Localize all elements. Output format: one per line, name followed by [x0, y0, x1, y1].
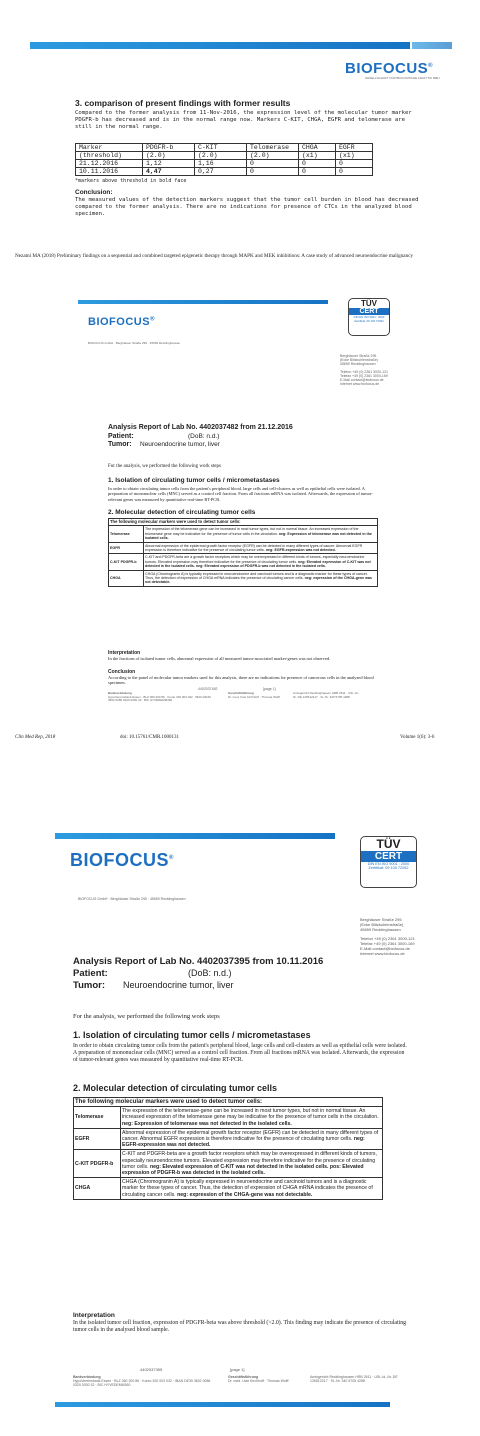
report-title: Analysis Report of Lab No. 4402037395 from 10.11.2016 — [73, 956, 324, 967]
footer-bank — [108, 692, 218, 703]
tumor-row — [73, 980, 234, 991]
citation: Nezami MA (2018) Preliminary findings on a sequential and combined targeted epigenetic therapy through MAPK and MEK inhibitions: A case study of advanced neuroendocrine malignancy — [15, 253, 414, 259]
report-a — [78, 294, 398, 704]
cert-line: Zertifikat: 09 100 72062 — [354, 319, 384, 323]
marker-result: neg: Elevated expression of C-KIT was not detected in the isolated cells. pos: Elevated expression of PDGFR-b was detected in the isolated cells. — [122, 1163, 364, 1177]
marker-desc — [144, 542, 378, 554]
table-row — [74, 1178, 383, 1200]
table-cell: 21.12.2016 — [76, 160, 143, 168]
page-number: [page 1] — [263, 687, 276, 691]
comparison-heading: 3. comparison of present findings with former results — [75, 98, 291, 108]
marker-text: The expression of the telomerase-gene can be increased in most tumor types, but not in normal tissue. An increased expression of the telomerase gene may be indicative for the presence of tumor cells in the circulation. — [122, 1108, 379, 1121]
table-row — [74, 1150, 383, 1178]
marker-name: EGFR — [74, 1128, 121, 1150]
table-cell: 0 — [299, 160, 336, 168]
sender-line: BIOFOCUS GmbH · Berghäuser Straße 295 · 45659 Recklinghausen — [88, 341, 181, 345]
tuv-cert-badge — [348, 298, 390, 336]
marker-text: CHGA (Chromogranin A) is typically expressed in neuroendocrine and carcinoid tumors and is a diagnostic marker for these types of cancer. Thus, the detection of expression of CHGA mRNA indicates the presence of circulating cancer cells. — [122, 1179, 373, 1198]
marker-text: CHGA (Chromogranin A) is typically expressed in neuroendocrine and carcinoid tumors and is a diagnostic marker for these types of cancer. Thus, the detection of expression of CHGA mRNA indicates the presence of circulating cancer cells. — [145, 571, 368, 581]
patient-row — [108, 433, 220, 440]
report-title: Analysis Report of Lab No. 4402037482 from 21.12.2016 — [108, 424, 293, 431]
table-caption: The following molecular markers were used to detect tumor cells: — [74, 1098, 383, 1107]
section-1-heading: 1. Isolation of circulating tumor cells / micrometastases — [73, 1030, 311, 1040]
table-cell: 0 — [299, 168, 336, 176]
table-cell: 0,27 — [195, 168, 247, 176]
contact-line: Telefax +49 (0) 2361 3000-169 — [340, 373, 388, 378]
marker-desc — [144, 554, 378, 570]
address-block — [360, 917, 415, 956]
marker-result: neg: expression of the CHGA-gene was not detectable. — [177, 1191, 313, 1198]
marker-text: C-KIT and PDGFR-beta are a growth factor receptors which may be overexpressed in different kinds of tumors, especially neuroendocrine tumors. Elevated expression may therefore indicative for the presence of circulating tumor cells. — [145, 555, 365, 564]
table-caption: The following molecular markers were used to detect tumor cells: — [109, 519, 378, 526]
footer-management — [228, 692, 283, 699]
marker-name: CHGA — [74, 1178, 121, 1200]
cert-label: CERT — [361, 851, 416, 862]
marker-table — [73, 1097, 383, 1200]
table-header-cell: (x1) — [299, 152, 336, 160]
table-header-row — [76, 152, 373, 160]
journal-volume: Volume 1(6): 3-6 — [400, 735, 435, 740]
cert-line: Zertifikat: 09 100 72062 — [368, 866, 409, 870]
table-header-cell: C-KIT — [195, 144, 247, 152]
marker-result: neg: Elevated expression of C-KIT was not detected in the isolated cells. neg: Elevated expression of PDGFR-b was not detected in the isolated cells. — [145, 559, 371, 569]
tuv-label: TÜV — [361, 299, 377, 308]
table-cell: 1,12 — [143, 160, 195, 168]
table-cell: 0 — [247, 160, 299, 168]
marker-table — [108, 518, 378, 587]
lab-number: 4402037482 — [198, 687, 218, 691]
table-cell: 10.11.2016 — [76, 168, 143, 176]
patient-value: (DoB: n.d.) — [188, 968, 232, 978]
footer-management-text: Dr. med. Uwe Kirchhoff · Thomas Wolff — [228, 694, 280, 699]
marker-name: EGFR — [109, 542, 144, 554]
tumor-label: Tumor: — [108, 441, 132, 448]
footer-bank-text: HypoVereinsbank Essen · BLZ 360 200 86 · Konto 320 003 032 · IBAN DE39 3602 0086 0320 0030 32 · BIC HYVEDEMM360 — [73, 1379, 211, 1388]
section-2-heading: 2. Molecular detection of circulating tumor cells — [73, 1083, 278, 1093]
footer-bank-text: HypoVereinsbank Essen · BLZ 360 200 86 · Konto 320 003 032 · IBAN DE39 3602 0086 0320 0030 32 · BIC HYVEDEMM360 — [108, 694, 211, 703]
tuv-cert-badge — [360, 836, 417, 888]
table-header-cell: CHGA — [299, 144, 336, 152]
interpretation-text: In the isolated tumor cell fraction, expression of PDGFR-beta was above threshold (>2.0). This finding may indicate the presence of circulating tumor cells in the analysed blood sample. — [73, 1320, 407, 1333]
comparison-table — [75, 143, 373, 176]
patient-row — [73, 968, 232, 979]
footer-registry: Amtsgericht Recklinghausen HRB 2611 · USt.-Id.-Nr. DE 126512317 · St.-Nr. 340 5705 4288 — [293, 691, 360, 699]
section-1-heading: 1. Isolation of circulating tumor cells / micrometastases — [108, 477, 280, 484]
conclusion-text: The measured values of the detection markers suggest that the tumor cell burden in blood has decreased compared to the former analysis. There are no indications for presence of CTCs in the analyzed blood specimen. — [75, 197, 419, 217]
tumor-value: Neuroendocrine tumor, liver — [140, 441, 220, 448]
lab-number: 4402037395 — [140, 1367, 163, 1372]
table-header-cell: (2.0) — [247, 152, 299, 160]
conclusion-title: Conclusion — [108, 669, 136, 675]
contact-line: Internet www.biofocus.de — [340, 382, 380, 387]
table-cell: 0 — [336, 168, 373, 176]
tumor-row — [108, 441, 220, 448]
tuv-label: TÜV — [376, 837, 401, 851]
header-bar-tail — [412, 42, 452, 49]
report-b-footer-bar — [55, 1402, 390, 1407]
address-line: (Ecke Blitzkuhlenstraße) — [340, 358, 378, 363]
marker-desc — [144, 570, 378, 586]
table-row — [109, 526, 378, 542]
table-header-cell: (2.0) — [143, 152, 195, 160]
table-cell: 0 — [247, 168, 299, 176]
address-line: 45659 Recklinghausen — [360, 927, 401, 932]
table-header-cell: EGFR — [336, 144, 373, 152]
marker-desc — [121, 1128, 383, 1150]
table-header-cell: Marker — [76, 144, 143, 152]
table-cell: 0 — [336, 160, 373, 168]
contact-line: E-Mail contact@biofocus.de — [360, 946, 410, 951]
table-header-cell: PDGFR-b — [143, 144, 195, 152]
steps-intro: For the analysis, we performed the following work steps — [108, 464, 221, 469]
table-header-cell: (2.0) — [195, 152, 247, 160]
cert-label: CERT — [349, 308, 389, 315]
marker-name: C-KIT PDGFR-b — [109, 554, 144, 570]
marker-desc — [121, 1178, 383, 1200]
marker-result: neg: EGFR-expression was not detected. — [122, 1136, 365, 1149]
footer-management-text: Dr. med. Uwe Kirchhoff · Thomas Wolff — [228, 1379, 289, 1384]
table-header-cell: (x1) — [336, 152, 373, 160]
address-line: 45659 Recklinghausen — [340, 362, 376, 367]
footer-management-title: Geschäftsführung — [228, 691, 254, 695]
report-a-header-bar — [78, 300, 328, 304]
address-line: Berghäuser Straße 295 — [340, 354, 377, 358]
contact-line: E-Mail contact@biofocus.de — [340, 378, 384, 383]
contact-line: Telefax +49 (0) 2361 3000-169 — [360, 941, 415, 946]
marker-result: neg: Expression of telomerase was not detected in the isolated cells. — [145, 531, 372, 541]
table-header-row — [109, 519, 378, 526]
section-2-heading: 2. Molecular detection of circulating tumor cells — [108, 509, 256, 516]
table-header-row — [76, 144, 373, 152]
marker-text: Abnormal expression of the epidermal growth factor receptor (EGFR) can be detected in many different types of cancer. Abnormal EGFR expression is therefore indicative for the presence of circulating tumor cells. — [145, 543, 363, 553]
sender-line: BIOFOCUS GmbH · Berghäuser Straße 295 · 45659 Recklinghausen — [78, 897, 186, 901]
footer-bank-title: Bankverbindung — [108, 691, 132, 695]
table-row — [74, 1128, 383, 1150]
table-row — [74, 1107, 383, 1129]
address-line: Berghäuser Straße 295 — [360, 917, 402, 922]
table-row — [109, 554, 378, 570]
marker-text: The expression of the telomerase-gene can be increased in most tumor types, but not in normal tissue. An increased expression of the telomerase gene may be indicative for the presence of tumor cells in the circulation. — [145, 527, 359, 536]
marker-name: CHGA — [109, 570, 144, 586]
steps-intro: For the analysis, we performed the following work steps — [73, 1013, 220, 1020]
patient-label: Patient: — [108, 433, 134, 440]
marker-text: C-KIT and PDGFR-beta are a growth factor receptors which may be overexpressed in different kinds of tumors, especially neuroendocrine tumors. Elevated expression may therefore indicative for the presence of circulating tumor cells. — [122, 1151, 377, 1170]
biofocus-logo: BIOFOCUS® — [70, 850, 174, 870]
biofocus-logo: BIOFOCUS® — [88, 316, 155, 328]
footer-management — [228, 1375, 298, 1383]
biofocus-logo: BIOFOCUS® — [345, 60, 434, 77]
logo-tagline: GESELLSCHAFT FÜR BIOLOGISCHE ANALYTIK MBH — [365, 76, 440, 80]
marker-result: neg: Expression of telomerase was not detected in the isolated cells. — [122, 1120, 292, 1127]
cert-line: DIN EN ISO 9001 : 2000 — [353, 315, 385, 319]
address-line: (Ecke Blitzkuhlenstraße) — [360, 922, 404, 927]
interpretation-title: Interpretation — [108, 650, 141, 656]
table-header-cell: (threshold) — [76, 152, 143, 160]
table-row — [76, 168, 373, 176]
contact-line: Internet www.biofocus.de — [360, 951, 405, 956]
interpretation-title: Interpretation — [73, 1312, 115, 1319]
marker-result: neg: EGFR-expression was not detected. — [265, 548, 336, 553]
section-1-text: In order to obtain circulating tumor cells from the patient's peripheral blood, large cells and cell-clusters as well as epithelial cells were isolated. A preparation of mononuclear cells (MNC) served as a control cell fraction. From all fractions mRNA was isolated. Afterwards, the expression of tumor-relevant genes was measured by quantitative real-time RT-PCR. — [108, 486, 373, 502]
conclusion-title: Conclusion: — [75, 189, 113, 196]
footer-bank — [73, 1375, 213, 1388]
header-bar — [30, 42, 410, 49]
marker-name: C-KIT PDGFR-b — [74, 1150, 121, 1178]
tumor-label: Tumor: — [73, 980, 106, 991]
footer-bank-title: Bankverbindung — [73, 1375, 101, 1379]
footer-registry: Amtsgericht Recklinghausen HRB 2611 · USt.-Id.-Nr. DE 126512317 · St.-Nr. 340 5705 4288 — [310, 1375, 398, 1384]
table-row — [76, 160, 373, 168]
table-row — [109, 542, 378, 554]
marker-name: Telomerase — [74, 1107, 121, 1129]
marker-text: Abnormal expression of the epidermal growth factor receptor (EGFR) can be detected in many different types of cancer. Abnormal EGFR expression is therefore indicative for the presence of circulating tumor cells. — [122, 1129, 379, 1143]
patient-value: (DoB: n.d.) — [188, 433, 220, 440]
cert-line: DIN EN ISO 9001 : 2000 — [367, 862, 410, 866]
table-footnote: *markers above threshold in bold face — [75, 178, 187, 184]
page-number: [page 1] — [230, 1367, 245, 1372]
table-header-cell: Telomerase — [247, 144, 299, 152]
interpretation-text: In the fractions of isolated tumor cells, abnormal expression of all measured tumor-associated marker-genes was not observed. — [108, 656, 331, 661]
marker-result: neg: expression of the CHGA-gene was not detectable. — [145, 576, 372, 585]
comparison-intro: Compared to the former analysis from 11-Nov-2016, the expression level of the molecular tumor marker PDGFR-b has decreased and is in the normal range now. Markers C-KIT, CHGA, EGFR and telomerase are still in the normal range. — [75, 110, 412, 130]
table-cell: 4,47 — [143, 168, 195, 176]
footer-management-title: Geschäftsführung — [228, 1375, 259, 1379]
address-block — [340, 354, 388, 386]
contact-line: Telefon +49 (0) 2361 3000-121 — [360, 936, 415, 941]
tumor-value: Neuroendocrine tumor, liver — [123, 980, 234, 990]
table-cell: 1,16 — [195, 160, 247, 168]
patient-label: Patient: — [73, 968, 108, 979]
section-1-text: In order to obtain circulating tumor cells from the patient's peripheral blood, large cells and cell-clusters as well as epithelial cells were isolated. A preparation of mononuclear cells (MNC) served as a control cell fraction. From all fractions mRNA was isolated. Afterwards, the expression of tumor-relevant genes was measured by quantitative real-time RT-PCR. — [73, 1043, 407, 1063]
contact-line: Telefon +49 (0) 2361 3000-121 — [340, 369, 388, 374]
marker-name: Telomerase — [109, 526, 144, 542]
journal-name: Clin Med Rep, 2018 — [15, 735, 56, 740]
journal-doi: doi: 10.15761/CMR.1000131 — [120, 735, 180, 740]
marker-desc — [121, 1150, 383, 1178]
marker-desc — [121, 1107, 383, 1129]
table-header-row — [74, 1098, 383, 1107]
conclusion-text: According to the panel of molecular tumor markers used for this analysis, there are no indications for presence of cancerous cells in the analyzed blood specimen. — [108, 675, 374, 686]
report-b-header-bar — [55, 833, 335, 839]
marker-desc — [144, 526, 378, 542]
table-row — [109, 570, 378, 586]
